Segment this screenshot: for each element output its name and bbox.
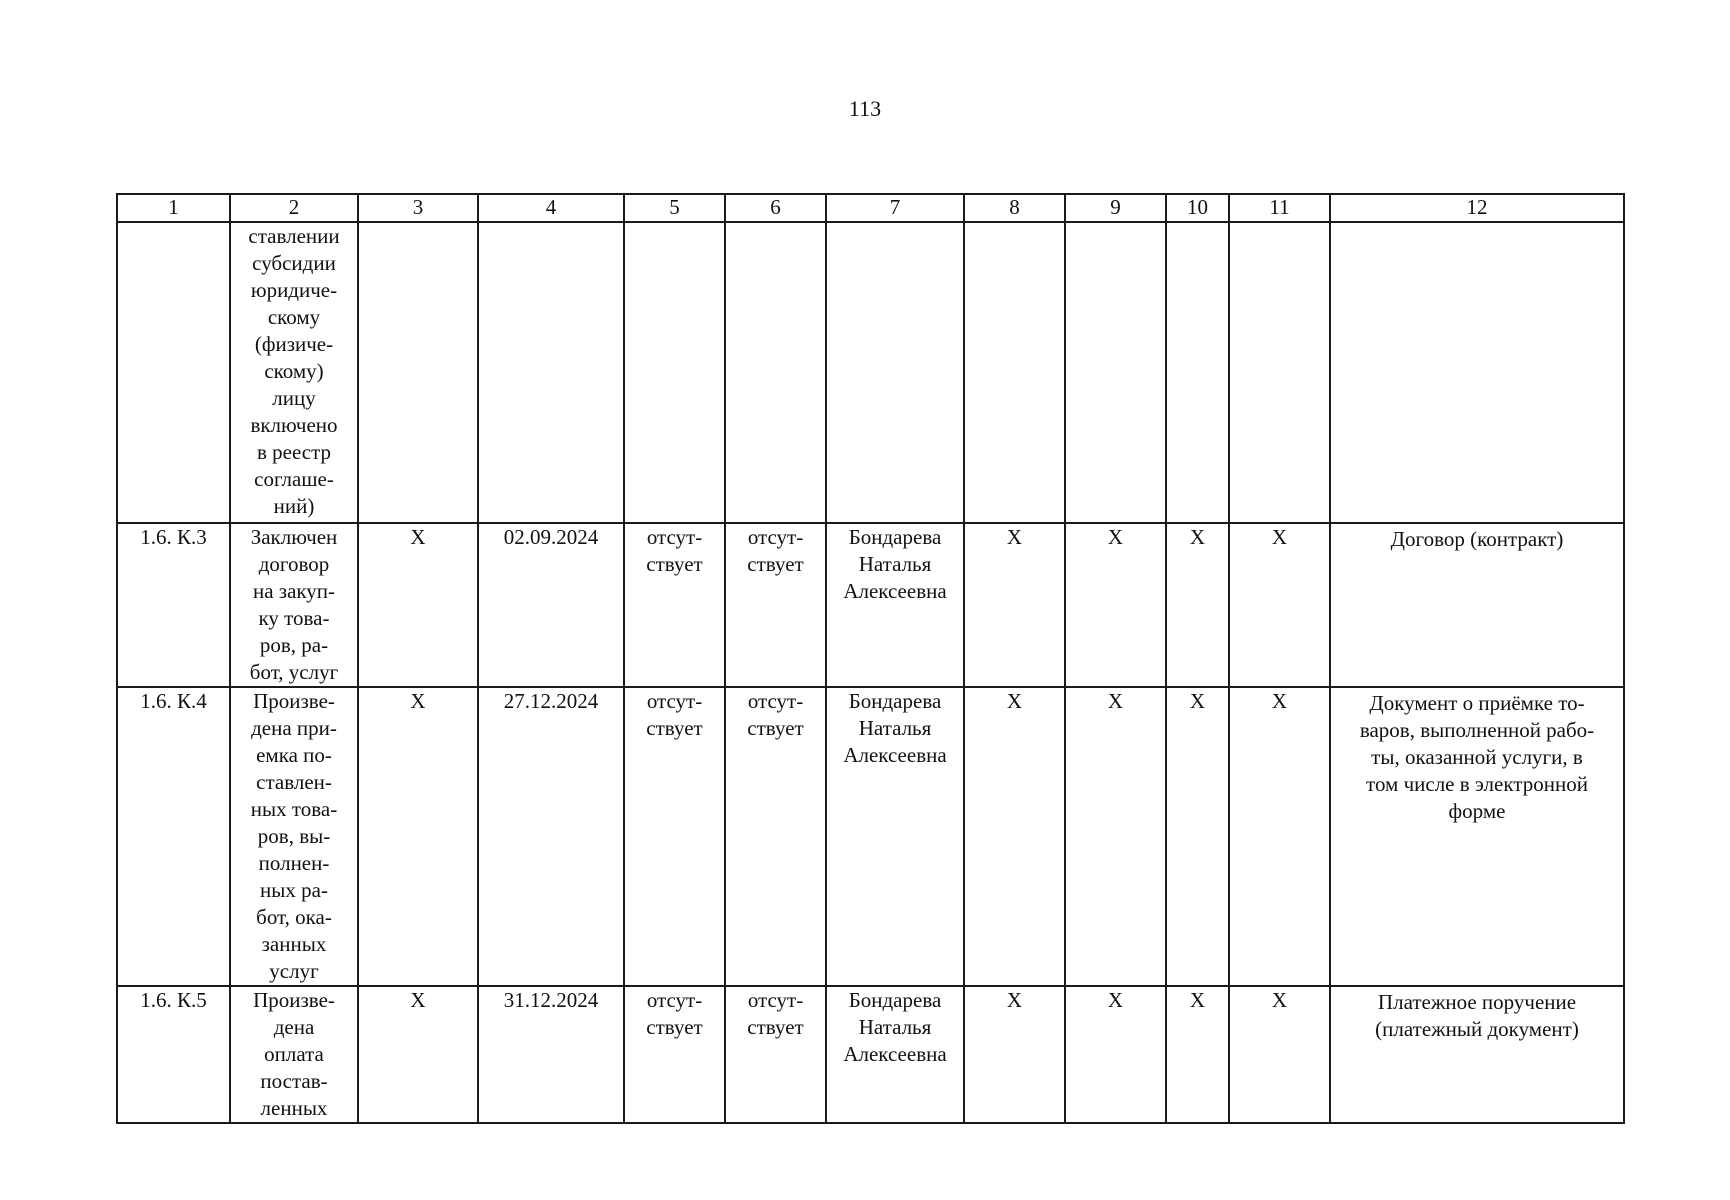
cell-line: ных ра- <box>260 878 328 902</box>
header-row <box>117 194 1624 222</box>
cell-line: Бондарева <box>848 689 942 713</box>
cell-line: ствует <box>747 716 804 740</box>
cell-col3 <box>358 222 478 523</box>
cell-responsible <box>826 222 964 523</box>
table-row <box>117 523 1624 687</box>
cell-line: в реестр <box>256 440 332 464</box>
cell-line: дена при- <box>251 716 337 740</box>
cell-line: отсут- <box>747 988 804 1012</box>
cell-col11: X <box>1229 523 1330 687</box>
cell-event <box>230 687 358 986</box>
cell-code: 1.6. К.4 <box>117 687 230 986</box>
cell-line: Бондарева <box>848 988 942 1012</box>
cell-line: Алексеевна <box>843 579 947 603</box>
cell-col10: X <box>1166 687 1229 986</box>
table-row <box>117 687 1624 986</box>
cell-col8 <box>964 222 1065 523</box>
cell-col8: X <box>964 687 1065 986</box>
header-cell-6: 6 <box>725 194 826 222</box>
cell-line: ний) <box>273 494 315 518</box>
cell-line: договор <box>258 552 330 576</box>
cell-line: ных това- <box>250 797 338 821</box>
cell-col8: X <box>964 523 1065 687</box>
header-cell-4: 4 <box>478 194 624 222</box>
cell-date <box>478 222 624 523</box>
cell-line: скому <box>267 305 321 329</box>
cell-col10 <box>1166 222 1229 523</box>
cell-line: Наталья <box>858 552 932 576</box>
header-cell-12: 12 <box>1330 194 1624 222</box>
cell-line: ствует <box>646 552 703 576</box>
cell-line: Алексеевна <box>843 1042 947 1066</box>
cell-col8: X <box>964 986 1065 1123</box>
cell-col3: X <box>358 687 478 986</box>
cell-col3: X <box>358 523 478 687</box>
cell-line: Произве- <box>253 988 335 1012</box>
cell-line: емка по- <box>256 743 332 767</box>
header-cell-8: 8 <box>964 194 1065 222</box>
cell-line: субсидии <box>252 251 336 275</box>
cell-line: ствует <box>747 1015 804 1039</box>
cell-col5 <box>624 222 725 523</box>
header-cell-1: 1 <box>117 194 230 222</box>
cell-line: ствует <box>646 1015 703 1039</box>
header-cell-3: 3 <box>358 194 478 222</box>
cell-line: лицу <box>272 386 316 410</box>
cell-line: отсут- <box>646 689 703 713</box>
cell-col9: X <box>1065 687 1166 986</box>
cell-responsible <box>826 687 964 986</box>
header-cell-11: 11 <box>1229 194 1330 222</box>
cell-col10: X <box>1166 986 1229 1123</box>
header-cell-10: 10 <box>1166 194 1229 222</box>
cell-event <box>230 523 358 687</box>
cell-date: 02.09.2024 <box>478 523 624 687</box>
cell-document <box>1330 523 1624 687</box>
cell-line: отсут- <box>747 689 804 713</box>
cell-line: ров, ра- <box>259 633 329 657</box>
cell-line: бот, ока- <box>256 905 332 929</box>
cell-line: (платежный документ) <box>1375 1017 1579 1041</box>
cell-col3: X <box>358 986 478 1123</box>
header-cell-5: 5 <box>624 194 725 222</box>
cell-line: Бондарева <box>848 525 942 549</box>
cell-line: скому) <box>264 359 324 383</box>
cell-responsible <box>826 986 964 1123</box>
cell-event <box>230 986 358 1123</box>
cell-date: 27.12.2024 <box>478 687 624 986</box>
cell-line: дена <box>273 1015 315 1039</box>
cell-col5 <box>624 687 725 986</box>
cell-document <box>1330 687 1624 986</box>
cell-line: отсут- <box>646 988 703 1012</box>
cell-line: Заключен <box>250 525 338 549</box>
cell-line: соглаше- <box>254 467 334 491</box>
cell-code <box>117 222 230 523</box>
cell-line: (физиче- <box>254 332 334 356</box>
cell-line: занных <box>261 932 327 956</box>
cell-line: ствует <box>646 716 703 740</box>
cell-line: Наталья <box>858 716 932 740</box>
cell-event <box>230 222 358 523</box>
cell-line: включено <box>250 413 338 437</box>
cell-line: постав- <box>260 1069 328 1093</box>
cell-line: ров, вы- <box>257 824 331 848</box>
cell-line: Наталья <box>858 1015 932 1039</box>
cell-line: бот, услуг <box>249 660 339 684</box>
cell-col6 <box>725 222 826 523</box>
cell-responsible <box>826 523 964 687</box>
cell-col10: X <box>1166 523 1229 687</box>
cell-col11: X <box>1229 986 1330 1123</box>
cell-document <box>1330 222 1624 523</box>
cell-code: 1.6. К.3 <box>117 523 230 687</box>
cell-col9 <box>1065 222 1166 523</box>
page-number: 113 <box>848 96 882 121</box>
cell-line: Платежное поручение <box>1377 990 1577 1014</box>
cell-col5 <box>624 986 725 1123</box>
cell-code: 1.6. К.5 <box>117 986 230 1123</box>
cell-line: варов, выполненной рабо- <box>1359 718 1595 742</box>
cell-line: Документ о приёмке то- <box>1369 691 1585 715</box>
cell-line: отсут- <box>747 525 804 549</box>
header-cell-7: 7 <box>826 194 964 222</box>
cell-line: Договор (контракт) <box>1390 527 1564 551</box>
cell-line: ленных <box>260 1096 328 1120</box>
cell-col9: X <box>1065 523 1166 687</box>
cell-col11 <box>1229 222 1330 523</box>
cell-line: Алексеевна <box>843 743 947 767</box>
cell-line: ставлении <box>248 224 340 248</box>
cell-line: ку това- <box>258 606 330 630</box>
cell-document <box>1330 986 1624 1123</box>
table-row <box>117 222 1624 523</box>
cell-line: оплата <box>264 1042 324 1066</box>
control-table <box>116 193 1625 1124</box>
cell-line: ствует <box>747 552 804 576</box>
cell-col6 <box>725 687 826 986</box>
cell-line: том числе в электронной <box>1366 772 1588 796</box>
cell-line: отсут- <box>646 525 703 549</box>
cell-line: ты, оказанной услуги, в <box>1371 745 1583 769</box>
cell-col6 <box>725 986 826 1123</box>
cell-col11: X <box>1229 687 1330 986</box>
cell-line: услуг <box>269 959 319 983</box>
table-row <box>117 986 1624 1123</box>
cell-col5 <box>624 523 725 687</box>
cell-col9: X <box>1065 986 1166 1123</box>
header-cell-2: 2 <box>230 194 358 222</box>
cell-line: форме <box>1448 799 1506 823</box>
cell-line: на закуп- <box>252 579 336 603</box>
cell-line: Произве- <box>253 689 335 713</box>
cell-line: полнен- <box>258 851 330 875</box>
cell-line: ставлен- <box>256 770 332 794</box>
cell-line: юридиче- <box>250 278 338 302</box>
cell-date: 31.12.2024 <box>478 986 624 1123</box>
header-cell-9: 9 <box>1065 194 1166 222</box>
cell-col6 <box>725 523 826 687</box>
